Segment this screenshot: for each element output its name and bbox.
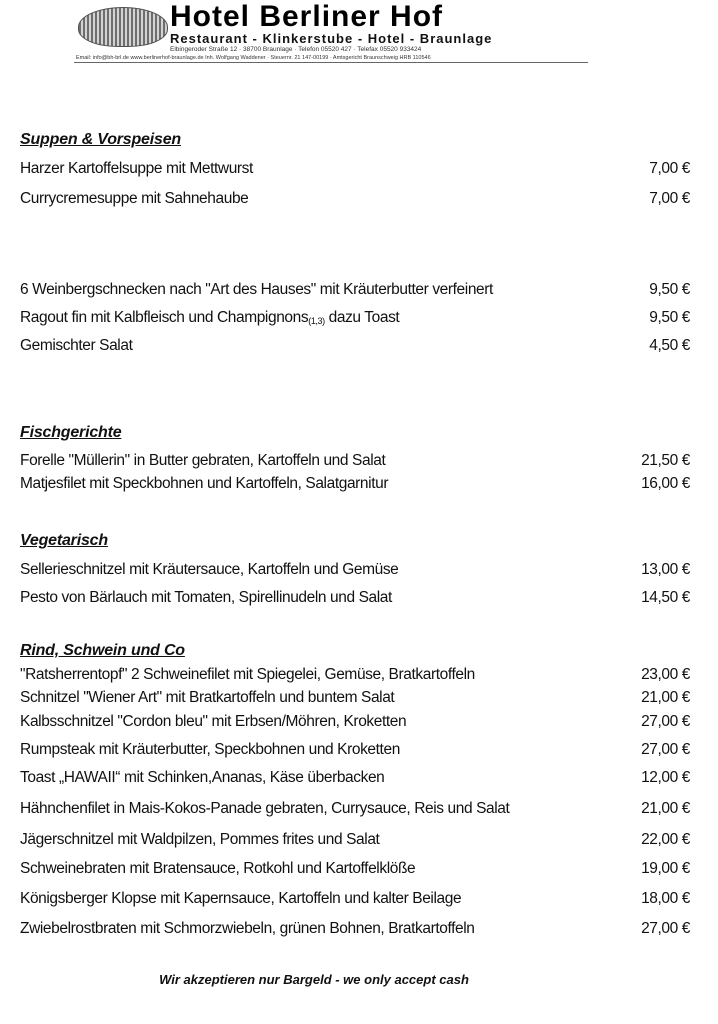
menu-item-price: 16,00 € — [641, 475, 690, 492]
menu-item-name: 6 Weinbergschnecken nach "Art des Hauses" mit Kräuterbutter verfeinert — [20, 281, 493, 298]
menu-item — [20, 190, 690, 212]
header-divider — [74, 62, 588, 63]
menu-item — [20, 713, 690, 735]
menu-item-name: Forelle "Müllerin" in Butter gebraten, Kartoffeln und Salat — [20, 452, 386, 469]
menu-item-price: 19,00 € — [641, 860, 690, 877]
menu-item-name: Currycremesuppe mit Sahnehaube — [20, 190, 249, 207]
menu-item-price: 27,00 € — [641, 920, 690, 937]
menu-item-price: 21,00 € — [641, 800, 690, 817]
menu-item-name: Gemischter Salat — [20, 337, 133, 354]
menu-item-price: 7,00 € — [649, 190, 690, 207]
menu-item-price: 7,00 € — [649, 160, 690, 177]
menu-item-price: 18,00 € — [641, 890, 690, 907]
menu-item-price: 22,00 € — [641, 831, 690, 848]
menu-item — [20, 337, 690, 359]
menu-item-price: 9,50 € — [649, 281, 690, 298]
menu-item — [20, 831, 690, 853]
menu-item-price: 4,50 € — [649, 337, 690, 354]
menu-item — [20, 281, 690, 303]
menu-item — [20, 689, 690, 711]
menu-item-name: Matjesfilet mit Speckbohnen und Kartoffeln, Salatgarnitur — [20, 475, 389, 492]
menu-item — [20, 800, 690, 822]
menu-item-price: 27,00 € — [641, 713, 690, 730]
menu-item — [20, 890, 690, 912]
menu-item-name: Pesto von Bärlauch mit Tomaten, Spirellinudeln und Salat — [20, 589, 392, 606]
menu-item-name: Hähnchenfilet in Mais-Kokos-Panade gebraten, Currysauce, Reis und Salat — [20, 800, 510, 817]
menu-item — [20, 452, 690, 474]
menu-item-name: Kalbsschnitzel "Cordon bleu" mit Erbsen/Möhren, Kroketten — [20, 713, 407, 730]
menu-item-price: 21,50 € — [641, 452, 690, 469]
menu-item-price: 21,00 € — [641, 689, 690, 706]
allergen-note: (1,3) — [308, 316, 325, 326]
hotel-title: Hotel Berliner Hof — [170, 0, 444, 33]
menu-item-name: Jägerschnitzel mit Waldpilzen, Pommes frites und Salat — [20, 831, 380, 848]
menu-item — [20, 475, 690, 497]
hotel-logo — [78, 7, 168, 47]
menu-item-name: Schweinebraten mit Bratensauce, Rotkohl und Kartoffelklöße — [20, 860, 416, 877]
menu-item-name: Sellerieschnitzel mit Kräutersauce, Kartoffeln und Gemüse — [20, 561, 399, 578]
menu-item — [20, 666, 690, 688]
menu-item — [20, 741, 690, 763]
menu-item-name: Schnitzel "Wiener Art" mit Bratkartoffeln und buntem Salat — [20, 689, 395, 706]
section-heading-fisch: Fischgerichte — [20, 424, 122, 441]
menu-item-price: 12,00 € — [641, 769, 690, 786]
menu-item-name-part: Ragout fin mit Kalbfleisch und Champignons — [20, 309, 309, 326]
menu-item — [20, 920, 690, 942]
menu-item-name: Königsberger Klopse mit Kapernsauce, Kartoffeln und kalter Beilage — [20, 890, 462, 907]
hotel-address: Elbingeroder Straße 12 · 38700 Braunlage · Telefon 05520 427 · Telefax 05520 933424 — [170, 46, 422, 53]
menu-item — [20, 589, 690, 611]
menu-item-name: Harzer Kartoffelsuppe mit Mettwurst — [20, 160, 253, 177]
menu-item-name: Zwiebelrostbraten mit Schmorzwiebeln, grünen Bohnen, Bratkartoffeln — [20, 920, 475, 937]
menu-item — [20, 769, 690, 791]
menu-item-price: 14,50 € — [641, 589, 690, 606]
payment-note: Wir akzeptieren nur Bargeld - we only accept cash — [159, 972, 469, 987]
menu-item-price: 13,00 € — [641, 561, 690, 578]
menu-item-name: "Ratsherrentopf" 2 Schweinefilet mit Spiegelei, Gemüse, Bratkartoffeln — [20, 666, 475, 683]
menu-item — [20, 860, 690, 882]
menu-item-name: Toast „HAWAII“ mit Schinken,Ananas, Käse überbacken — [20, 769, 385, 786]
menu-item-name: Rumpsteak mit Kräuterbutter, Speckbohnen und Kroketten — [20, 741, 400, 758]
menu-item — [20, 309, 690, 331]
menu-item — [20, 561, 690, 583]
hotel-subtitle: Restaurant - Klinkerstube - Hotel - Braunlage — [170, 31, 493, 46]
menu-item-price: 23,00 € — [641, 666, 690, 683]
section-heading-rind: Rind, Schwein und Co — [20, 642, 185, 659]
menu-item-name — [20, 309, 399, 327]
menu-item-name-part: dazu Toast — [324, 309, 400, 326]
section-heading-suppen: Suppen & Vorspeisen — [20, 131, 181, 148]
menu-item-price: 9,50 € — [649, 309, 690, 326]
menu-item-price: 27,00 € — [641, 741, 690, 758]
hotel-contact: Email: info@bh-brl.de www.berlinerhof-braunlage.de Inh. Wolfgang Waddener · Steuernr. 21 147-00199 · Amtsgericht Braunschweig HRB 110546 — [76, 55, 431, 61]
menu-item — [20, 160, 690, 182]
section-heading-vegetarisch: Vegetarisch — [20, 532, 108, 549]
